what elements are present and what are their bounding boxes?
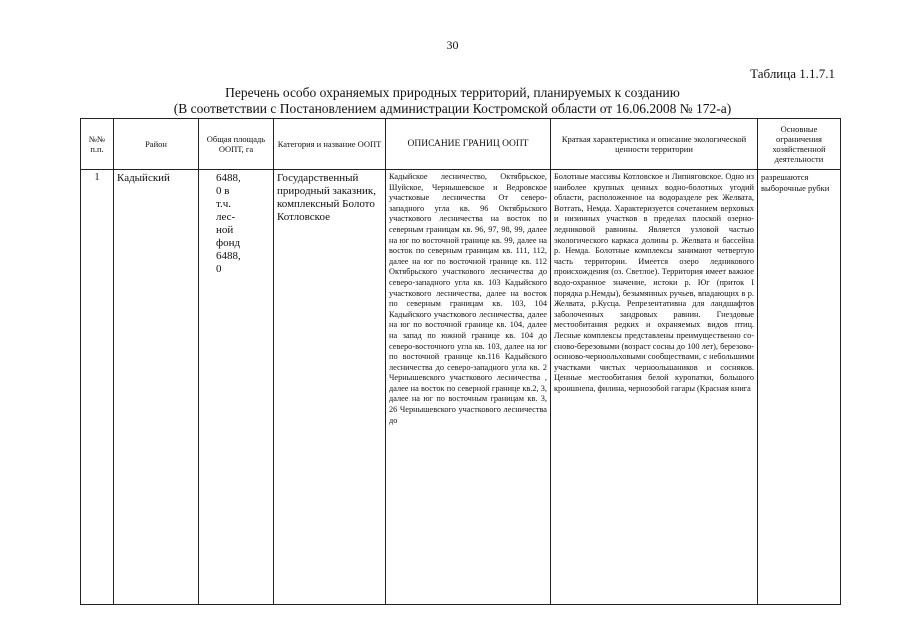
table-number: Таблица 1.1.7.1 bbox=[750, 66, 835, 81]
cell-description bbox=[551, 170, 758, 605]
table-row bbox=[81, 170, 841, 605]
table-title: Перечень особо охраняемых природных территорий, планируемых к созданию bbox=[225, 85, 680, 100]
cell-borders bbox=[386, 170, 551, 605]
cell-restrictions: разрешаются выборочные рубки bbox=[758, 170, 841, 605]
cell-num: 1 bbox=[81, 170, 114, 605]
protected-areas-table bbox=[80, 118, 841, 605]
header-district: Район bbox=[114, 119, 199, 170]
header-description: Краткая характеристика и описание экологической ценности территории bbox=[551, 119, 758, 170]
header-num: №№ п.п. bbox=[81, 119, 114, 170]
header-area: Общая площадь ООПТ, га bbox=[199, 119, 274, 170]
cell-area bbox=[199, 170, 274, 605]
table-header-row bbox=[81, 119, 841, 170]
table-subtitle: (В соответствии с Постановлением администрации Костромской области от 16.06.2008 № 172-а) bbox=[173, 101, 732, 116]
header-category: Категория и название ООПТ bbox=[274, 119, 386, 170]
header-restrictions: Основные ограничения хозяйственной деятельности bbox=[758, 119, 841, 170]
area-value: 6488,0 в т.ч. лес-ной фонд 6488,0 bbox=[216, 172, 241, 275]
cell-district: Кадыйский bbox=[114, 170, 199, 605]
page-number: 30 bbox=[446, 38, 459, 52]
description-text: Болотные массивы Котловское и Липняговское. Одно из наиболее крупных ценных водно-болотных угодий области, расположенное на водоразделе рек Желвата, Вотгать, Немда. Характеризуется сочетанием верховых и низинных участков в пределах плоской озерно-ледниковой равнины. Является узловой частью экологического каркаса долины р. Желвата и бассейна р. Немда. Болотные комплексы занимают четвертую часть территории. Имеется озеро ледникового происхождения (оз. Светлое). Территория имеет важное водо-охранное значение, истоки р. Юг (приток I порядка р.Немды), безымянных ручьев, впадающих в р. Желвата, р.Кусца. Репрезентативна для ландшафтов заболоченных зандровых равнин. Гнездовые местообитания редких и охраняемых видов птиц. Лесные комплексы представлены преимущественно со-сново-березовыми (возраст сосны до 100 лет), березово-осиново-черноольховыми сообществами, с небольшими участками чистых черноольшаников и сосняков. Ценные местообитания белой куропатки, большого кроншнепа, филина, чернозобой гагары (Красная книга bbox=[554, 172, 754, 393]
cell-category: Государственный природный заказник, комплексный Болото Котловское bbox=[274, 170, 386, 605]
borders-text: Кадыйское лесничество, Октябрьское, Шуйское, Чернышевское и Ведровское участковые лесничества От северо-западного угла кв. 96 Октябрьского участкового лесничества на восток по северным границам кв. 96, 97, 98, 99, далее на юг по восточной границе кв. 99, далее на восток по северным границам кв. 111, 112, далее на юг по восточной границе кв. 112 Октябрьского участкового лесничества до северо-западного угла кв. 103 Кадыйского участкового лесничества, далее на восток по северным границам кв. 103, 104 Кадыйского участкового лесничества, далее на юг по восточной границе кв. 104, далее на запад по южной границе кв. 104 до северо-восточного угла кв. 103, далее на юг по восточной границе кв.116 Кадыйского лесничества до северо-западного угла кв. 2 Чернышевского участкового лесничества , далее на восток по северной границе кв.2, 3, далее на юг по восточным границам кв. 3, 26 Чернышевского участкового лесничества до bbox=[389, 172, 547, 425]
header-borders: ОПИСАНИЕ ГРАНИЦ ООПТ bbox=[386, 119, 551, 170]
